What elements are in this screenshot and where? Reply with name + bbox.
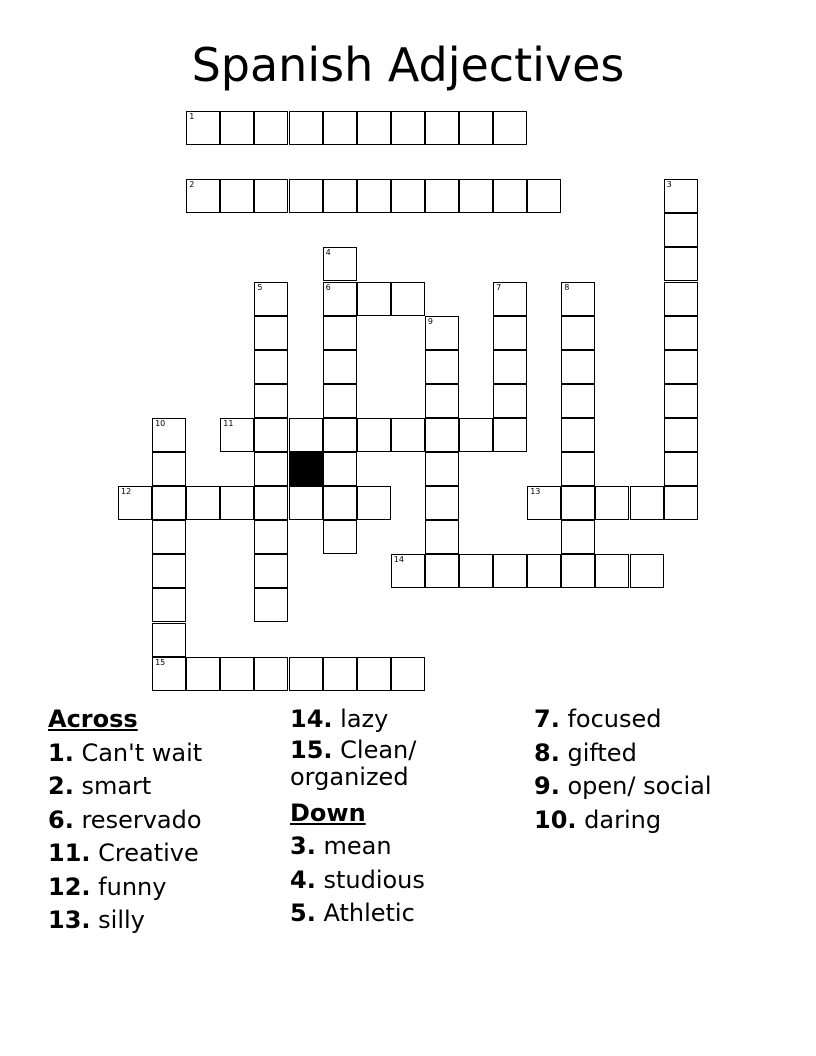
grid-cell[interactable] [220, 657, 254, 691]
grid-cell[interactable] [664, 486, 698, 520]
grid-cell[interactable] [220, 486, 254, 520]
grid-cell[interactable] [289, 486, 323, 520]
cell-number: 1 [189, 112, 195, 121]
grid-cell[interactable] [254, 282, 288, 316]
grid-cell[interactable] [630, 554, 664, 588]
grid-cell[interactable] [323, 418, 357, 452]
grid-cell[interactable] [459, 418, 493, 452]
grid-cell[interactable] [391, 111, 425, 145]
down-heading: Down [290, 798, 366, 827]
grid-cell[interactable] [323, 111, 357, 145]
grid-cell[interactable] [630, 486, 664, 520]
grid-cell[interactable] [254, 452, 288, 486]
grid-cell[interactable] [186, 179, 220, 213]
grid-cell[interactable] [425, 111, 459, 145]
grid-cell[interactable] [595, 486, 629, 520]
grid-cell[interactable] [254, 418, 288, 452]
clue-down-10: 10. daring [534, 805, 662, 834]
grid-cell[interactable] [357, 657, 391, 691]
grid-cell[interactable] [323, 520, 357, 554]
grid-cell[interactable] [289, 179, 323, 213]
grid-cell[interactable] [425, 179, 459, 213]
grid-cell[interactable] [220, 179, 254, 213]
grid-cell[interactable] [186, 486, 220, 520]
grid-cell[interactable] [459, 179, 493, 213]
grid-cell[interactable] [323, 179, 357, 213]
grid-cell[interactable] [254, 350, 288, 384]
grid-cell[interactable] [254, 316, 288, 350]
grid-cell[interactable] [595, 554, 629, 588]
clue-across-14: 14. lazy [290, 705, 389, 733]
grid-cell[interactable] [391, 657, 425, 691]
clues-column-2 [290, 703, 530, 931]
cell-number: 11 [223, 418, 234, 428]
grid-cell[interactable] [561, 384, 595, 418]
clues-column-1 [48, 703, 288, 938]
grid-cell[interactable] [459, 111, 493, 145]
clue-across-12: 12. funny [48, 872, 167, 901]
grid-cell[interactable] [561, 520, 595, 554]
cell-number: 4 [325, 248, 331, 258]
grid-cell[interactable] [664, 350, 698, 384]
grid-cell[interactable] [561, 350, 595, 384]
grid-cell[interactable] [391, 554, 425, 588]
cell-number: 15 [155, 657, 166, 667]
grid-cell[interactable] [254, 554, 288, 588]
grid-cell[interactable] [664, 179, 698, 213]
clue-across-6: 6. reservado [48, 805, 202, 834]
clue-across-1: 1. Can't wait [48, 738, 203, 767]
grid-cell[interactable] [323, 657, 357, 691]
grid-cell[interactable] [152, 554, 186, 588]
grid-cell[interactable] [561, 486, 595, 520]
across-heading: Across [48, 705, 138, 733]
grid-cell[interactable] [391, 418, 425, 452]
grid-cell[interactable] [493, 179, 527, 213]
grid-cell[interactable] [357, 111, 391, 145]
clue-down-4: 4. studious [290, 865, 425, 894]
grid-cell[interactable] [527, 554, 561, 588]
grid-cell[interactable] [561, 418, 595, 452]
grid-cell[interactable] [152, 623, 186, 657]
cell-number: 2 [189, 180, 195, 190]
grid-cell[interactable] [254, 588, 288, 622]
grid-cell[interactable] [425, 384, 459, 418]
cell-number: 3 [666, 180, 672, 190]
grid-cell[interactable] [323, 282, 357, 316]
black-cell [289, 452, 323, 486]
grid-cell[interactable] [664, 418, 698, 452]
grid-cell[interactable] [323, 486, 357, 520]
clue-across-13: 13. silly [48, 906, 145, 934]
cell-number: 8 [564, 282, 570, 292]
grid-cell[interactable] [186, 111, 220, 145]
grid-cell[interactable] [254, 111, 288, 145]
cell-number: 12 [121, 487, 132, 497]
grid-cell[interactable] [561, 452, 595, 486]
grid-cell[interactable] [289, 657, 323, 691]
grid-cell[interactable] [493, 316, 527, 350]
grid-cell[interactable] [493, 350, 527, 384]
cell-number: 6 [325, 282, 331, 292]
grid-cell[interactable] [254, 179, 288, 213]
grid-cell[interactable] [493, 111, 527, 145]
grid-cell[interactable] [425, 486, 459, 520]
grid-cell[interactable] [425, 452, 459, 486]
grid-cell[interactable] [425, 554, 459, 588]
clue-across-2: 2. smart [48, 772, 152, 800]
grid-cell[interactable] [254, 384, 288, 418]
cell-number: 10 [155, 418, 166, 428]
cell-number: 5 [257, 282, 263, 292]
grid-cell[interactable] [152, 520, 186, 554]
grid-cell[interactable] [664, 282, 698, 316]
grid-cell[interactable] [152, 657, 186, 691]
grid-cell[interactable] [289, 418, 323, 452]
grid-cell[interactable] [323, 452, 357, 486]
cell-number: 7 [496, 282, 502, 292]
grid-cell[interactable] [527, 179, 561, 213]
grid-cell[interactable] [323, 247, 357, 281]
clue-across-15: 15. Clean/ organized [290, 735, 417, 791]
grid-cell[interactable] [664, 452, 698, 486]
grid-cell[interactable] [152, 588, 186, 622]
grid-cell[interactable] [493, 554, 527, 588]
cell-number: 14 [393, 555, 404, 565]
clue-down-9: 9. open/ social [534, 772, 712, 800]
grid-cell[interactable] [220, 418, 254, 452]
grid-cell[interactable] [152, 418, 186, 452]
grid-cell[interactable] [425, 418, 459, 452]
clue-down-3: 3. mean [290, 832, 392, 860]
grid-cell[interactable] [357, 179, 391, 213]
grid-cell[interactable] [425, 520, 459, 554]
grid-cell[interactable] [561, 316, 595, 350]
grid-cell[interactable] [664, 247, 698, 281]
grid-cell[interactable] [357, 486, 391, 520]
clue-across-11: 11. Creative [48, 839, 199, 867]
grid-cell[interactable] [254, 486, 288, 520]
grid-cell[interactable] [254, 520, 288, 554]
clue-down-8: 8. gifted [534, 738, 637, 767]
grid-cell[interactable] [664, 316, 698, 350]
clues-column-3 [534, 703, 794, 837]
grid-cell[interactable] [561, 554, 595, 588]
grid-cell[interactable] [357, 418, 391, 452]
grid-cell[interactable] [152, 486, 186, 520]
grid-cell[interactable] [118, 486, 152, 520]
grid-cell[interactable] [459, 554, 493, 588]
grid-cell[interactable] [664, 384, 698, 418]
grid-cell[interactable] [323, 316, 357, 350]
grid-cell[interactable] [493, 282, 527, 316]
grid-cell[interactable] [323, 384, 357, 418]
grid-cell[interactable] [391, 179, 425, 213]
grid-cell[interactable] [323, 350, 357, 384]
grid-cell[interactable] [493, 384, 527, 418]
grid-cell[interactable] [357, 282, 391, 316]
grid-cell[interactable] [425, 316, 459, 350]
cell-number: 13 [530, 487, 541, 497]
grid-cell[interactable] [391, 282, 425, 316]
grid-cell[interactable] [220, 111, 254, 145]
cell-number: 9 [427, 316, 433, 326]
grid-cell[interactable] [561, 282, 595, 316]
clue-down-7: 7. focused [534, 705, 662, 733]
grid-cell[interactable] [254, 657, 288, 691]
grid-cell[interactable] [289, 111, 323, 145]
grid-cell[interactable] [493, 418, 527, 452]
grid-cell[interactable] [152, 452, 186, 486]
grid-cell[interactable] [664, 213, 698, 247]
grid-cell[interactable] [527, 486, 561, 520]
page-title: Spanish Adjectives [191, 38, 625, 92]
grid-cell[interactable] [425, 350, 459, 384]
grid-cell[interactable] [186, 657, 220, 691]
clue-down-5: 5. Athletic [290, 899, 415, 927]
